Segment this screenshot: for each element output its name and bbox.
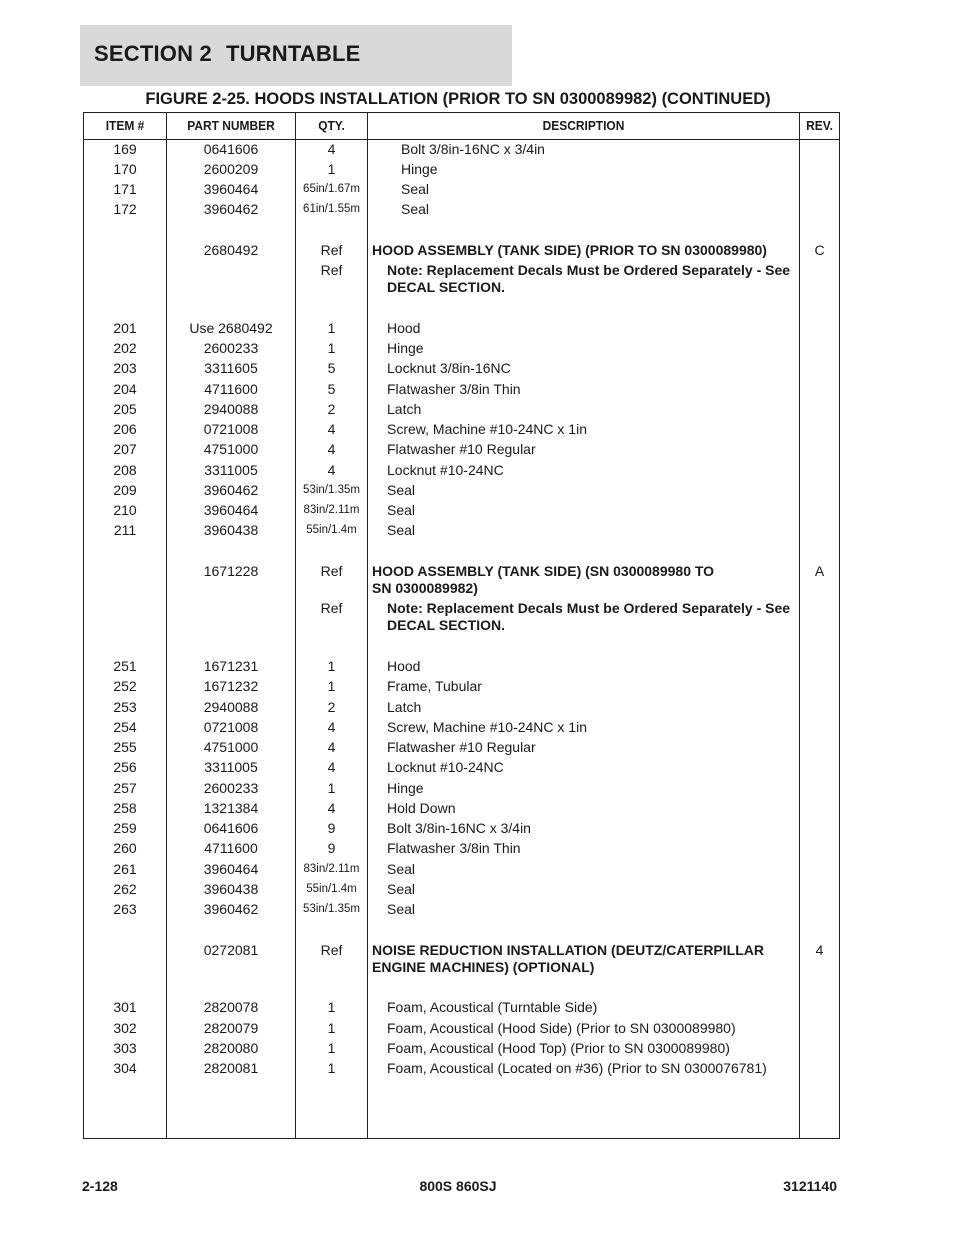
item-number: 171: [113, 181, 137, 197]
description: Note: Replacement Decals Must be Ordered Separately - See: [387, 600, 791, 616]
quantity: 4: [327, 739, 336, 755]
description: HOOD ASSEMBLY (TANK SIDE) (SN 0300089980 TO: [372, 563, 715, 579]
quantity: 1: [327, 320, 336, 336]
column-header-part-number: PART NUMBER: [187, 118, 275, 133]
quantity: 4: [327, 719, 336, 735]
column-header-qty: QTY.: [318, 118, 345, 133]
item-number: 209: [113, 482, 137, 498]
part-number: Use 2680492: [189, 320, 273, 336]
description: Flatwasher 3/8in Thin: [387, 381, 521, 397]
quantity: Ref: [320, 942, 343, 958]
quantity: 53in/1.35m: [303, 484, 360, 496]
quantity: 4: [327, 462, 336, 478]
part-number: 2820081: [203, 1060, 259, 1076]
item-number: 302: [113, 1020, 137, 1036]
item-number: 262: [113, 881, 137, 897]
quantity: 1: [327, 780, 336, 796]
parts-table: [83, 112, 840, 1139]
part-number: 3960462: [203, 201, 259, 217]
quantity: 1: [327, 658, 336, 674]
part-number: 1671232: [203, 678, 259, 694]
item-number: 169: [113, 141, 137, 157]
item-number: 301: [113, 999, 137, 1015]
quantity: 1: [327, 340, 336, 356]
column-header-description: DESCRIPTION: [542, 118, 625, 133]
part-number: 2940088: [203, 401, 259, 417]
item-number: 258: [113, 800, 137, 816]
description-continued: DECAL SECTION.: [387, 279, 505, 295]
part-number: 2820079: [203, 1020, 259, 1036]
part-number: 4711600: [204, 381, 258, 397]
part-number: 3960438: [203, 881, 259, 897]
quantity: 5: [327, 360, 336, 376]
quantity: 5: [327, 381, 336, 397]
description: Seal: [387, 861, 416, 877]
part-number: 2820078: [203, 999, 259, 1015]
description: Seal: [401, 201, 430, 217]
item-number: 253: [113, 699, 137, 715]
revision: 4: [815, 942, 824, 958]
quantity: 53in/1.35m: [303, 903, 360, 915]
part-number: 3311005: [204, 759, 258, 775]
part-number: 2600233: [203, 340, 259, 356]
quantity: 9: [327, 820, 336, 836]
description: Locknut #10-24NC: [387, 462, 504, 478]
quantity: 1: [327, 999, 336, 1015]
part-number: 0272081: [203, 942, 259, 958]
part-number: 0641606: [203, 820, 259, 836]
quantity: 2: [327, 699, 336, 715]
quantity: 4: [327, 141, 336, 157]
description: Locknut #10-24NC: [387, 759, 504, 775]
part-number: 1671228: [203, 563, 259, 579]
item-number: 201: [113, 320, 137, 336]
part-number: 2820080: [203, 1040, 259, 1056]
header-divider: [84, 139, 839, 140]
item-number: 260: [113, 840, 137, 856]
section-label: SECTION 2: [94, 41, 212, 66]
part-number: 3311605: [204, 360, 258, 376]
quantity: 1: [327, 161, 336, 177]
item-number: 204: [113, 381, 137, 397]
item-number: 255: [113, 739, 137, 755]
item-number: 208: [113, 462, 137, 478]
item-number: 172: [113, 201, 137, 217]
description: Latch: [387, 401, 422, 417]
part-number: 4751000: [203, 739, 259, 755]
model-number: 800S 860SJ: [419, 1178, 497, 1194]
part-number: 1671231: [203, 658, 259, 674]
quantity: 2: [327, 401, 336, 417]
description-continued: DECAL SECTION.: [387, 617, 505, 633]
part-number: 3311005: [204, 462, 258, 478]
quantity: 83in/2.11m: [303, 504, 360, 516]
item-number: 251: [113, 658, 137, 674]
quantity: 83in/2.11m: [303, 863, 360, 875]
description: NOISE REDUCTION INSTALLATION (DEUTZ/CATERPILLAR: [372, 942, 764, 958]
description: Locknut 3/8in-16NC: [387, 360, 511, 376]
part-number: 2600209: [203, 161, 259, 177]
column-divider: [166, 113, 167, 1138]
quantity: 1: [327, 1040, 336, 1056]
description: Foam, Acoustical (Hood Side) (Prior to SN 0300089980): [387, 1020, 736, 1036]
quantity: 1: [327, 1020, 336, 1036]
item-number: 263: [113, 901, 137, 917]
description: Seal: [387, 881, 416, 897]
item-number: 304: [113, 1060, 137, 1076]
revision: C: [814, 242, 825, 258]
quantity: Ref: [320, 262, 343, 278]
column-divider: [367, 113, 368, 1138]
quantity: 55in/1.4m: [306, 524, 357, 536]
item-number: 211: [113, 522, 137, 538]
item-number: 254: [113, 719, 137, 735]
description: Screw, Machine #10-24NC x 1in: [387, 719, 587, 735]
figure-title: FIGURE 2-25. HOODS INSTALLATION (PRIOR TO SN 0300089982) (CONTINUED): [145, 90, 771, 108]
item-number: 259: [113, 820, 137, 836]
description: Hood: [387, 658, 421, 674]
part-number: 0721008: [203, 421, 259, 437]
revision: A: [814, 563, 825, 579]
column-header-rev: REV.: [806, 118, 833, 133]
quantity: 4: [327, 800, 336, 816]
description: Latch: [387, 699, 422, 715]
description: Foam, Acoustical (Turntable Side): [387, 999, 598, 1015]
description: Seal: [387, 522, 416, 538]
item-number: 256: [113, 759, 137, 775]
description: Note: Replacement Decals Must be Ordered Separately - See: [387, 262, 791, 278]
document-number: 3121140: [783, 1178, 837, 1194]
description: Bolt 3/8in-16NC x 3/4in: [387, 820, 531, 836]
description: Hinge: [401, 161, 438, 177]
quantity: Ref: [320, 563, 343, 579]
description: Hinge: [387, 780, 424, 796]
part-number: 3960462: [203, 482, 259, 498]
section-name: TURNTABLE: [225, 41, 361, 66]
section-title: [94, 41, 361, 67]
quantity: 1: [327, 678, 336, 694]
quantity: 9: [327, 840, 336, 856]
description: Bolt 3/8in-16NC x 3/4in: [401, 141, 545, 157]
description: Foam, Acoustical (Located on #36) (Prior to SN 0300076781): [387, 1060, 767, 1076]
description: Screw, Machine #10-24NC x 1in: [387, 421, 587, 437]
part-number: 3960462: [203, 901, 259, 917]
description-continued: SN 0300089982): [372, 580, 478, 596]
part-number: 1321384: [203, 800, 259, 816]
description: Foam, Acoustical (Hood Top) (Prior to SN 0300089980): [387, 1040, 730, 1056]
description: Seal: [387, 502, 416, 518]
description: Frame, Tubular: [387, 678, 482, 694]
part-number: 2600233: [203, 780, 259, 796]
description: Seal: [401, 181, 430, 197]
description: Seal: [387, 482, 416, 498]
description: Hinge: [387, 340, 424, 356]
description: Seal: [387, 901, 416, 917]
quantity: Ref: [320, 600, 343, 616]
part-number: 4751000: [203, 441, 259, 457]
page-number: 2-128: [82, 1178, 118, 1194]
part-number: 0721008: [203, 719, 259, 735]
part-number: 2680492: [203, 242, 259, 258]
description: Hold Down: [387, 800, 456, 816]
item-number: 303: [113, 1040, 137, 1056]
quantity: 65in/1.67m: [303, 183, 360, 195]
part-number: 3960464: [203, 861, 259, 877]
part-number: 3960464: [203, 502, 259, 518]
item-number: 252: [113, 678, 137, 694]
quantity: 4: [327, 759, 336, 775]
item-number: 202: [113, 340, 137, 356]
description: Flatwasher #10 Regular: [387, 441, 536, 457]
item-number: 170: [113, 161, 137, 177]
part-number: 0641606: [203, 141, 259, 157]
quantity: 4: [327, 421, 336, 437]
part-number: 2940088: [203, 699, 259, 715]
quantity: 1: [327, 1060, 336, 1076]
quantity: 55in/1.4m: [306, 883, 357, 895]
description: Hood: [387, 320, 421, 336]
column-header-item: ITEM #: [105, 118, 145, 133]
quantity: 4: [327, 441, 336, 457]
description: Flatwasher 3/8in Thin: [387, 840, 521, 856]
description-continued: ENGINE MACHINES) (OPTIONAL): [372, 959, 595, 975]
part-number: 4711600: [204, 840, 258, 856]
item-number: 257: [113, 780, 137, 796]
description: Flatwasher #10 Regular: [387, 739, 536, 755]
item-number: 207: [113, 441, 137, 457]
quantity: Ref: [320, 242, 343, 258]
item-number: 210: [113, 502, 137, 518]
quantity: 61in/1.55m: [303, 203, 360, 215]
item-number: 261: [113, 861, 137, 877]
item-number: 203: [113, 360, 137, 376]
description: HOOD ASSEMBLY (TANK SIDE) (PRIOR TO SN 0300089980): [372, 242, 767, 258]
item-number: 205: [113, 401, 137, 417]
part-number: 3960438: [203, 522, 259, 538]
part-number: 3960464: [203, 181, 259, 197]
item-number: 206: [113, 421, 137, 437]
